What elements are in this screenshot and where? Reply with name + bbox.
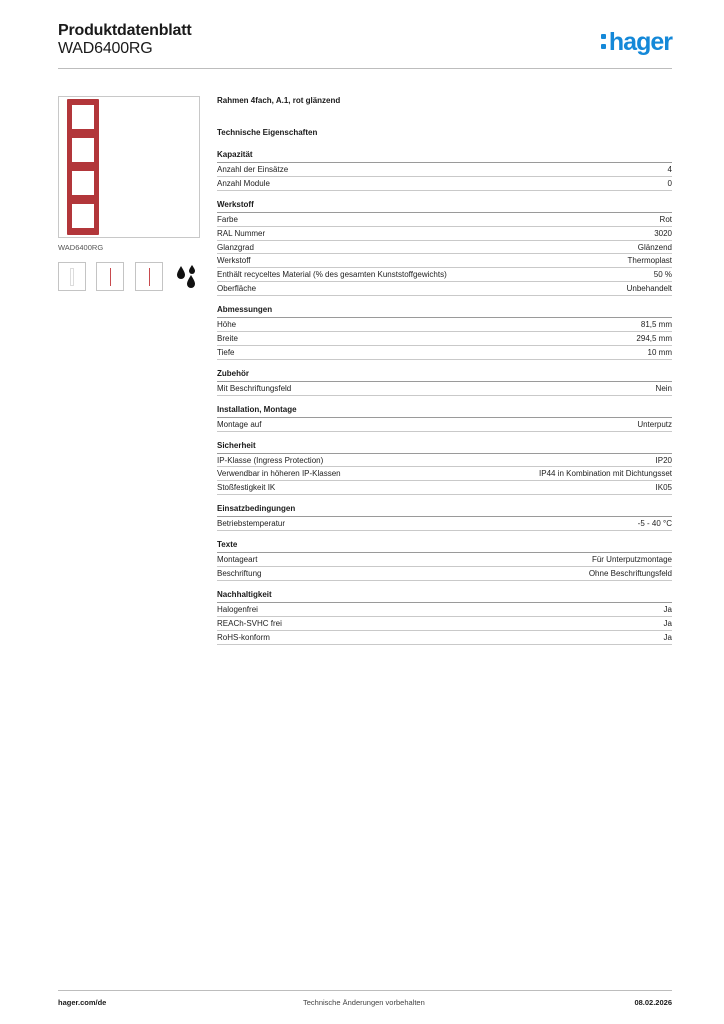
spec-row <box>217 241 672 255</box>
spec-label: Enthält recyceltes Material (% des gesamten Kunststoffgewichts) <box>217 270 447 280</box>
spec-label: Glanzgrad <box>217 242 254 252</box>
spec-value: IK05 <box>655 483 672 493</box>
spec-label: Mit Beschriftungsfeld <box>217 383 292 393</box>
spec-row <box>217 517 672 531</box>
spec-value: -5 - 40 °C <box>637 519 672 529</box>
product-image <box>58 96 200 238</box>
spec-value: 50 % <box>653 270 672 280</box>
section-title: Nachhaltigkeit <box>217 590 672 603</box>
spec-row <box>217 382 672 396</box>
footer-notice: Technische Änderungen vorbehalten <box>303 998 425 1007</box>
spec-label: Breite <box>217 334 238 344</box>
spec-content <box>217 96 672 654</box>
section-title: Kapazität <box>217 150 672 163</box>
spec-value: Ja <box>663 604 672 614</box>
water-drops-icon[interactable] <box>173 262 201 291</box>
spec-value: Unbehandelt <box>626 284 672 294</box>
hager-logo <box>601 28 672 56</box>
spec-row <box>217 454 672 468</box>
spec-section <box>217 441 672 496</box>
spec-value: Unterputz <box>637 419 672 429</box>
spec-row <box>217 254 672 268</box>
spec-row <box>217 603 672 617</box>
spec-label: RAL Nummer <box>217 228 266 238</box>
thumbnail-3[interactable] <box>135 262 163 291</box>
spec-row <box>217 553 672 567</box>
spec-section <box>217 590 672 645</box>
spec-row <box>217 418 672 432</box>
spec-label: Anzahl der Einsätze <box>217 165 289 174</box>
spec-value: Ja <box>663 632 672 642</box>
thumbnail-2[interactable] <box>96 262 124 291</box>
spec-label: Oberfläche <box>217 284 257 294</box>
thumbnail-1[interactable] <box>58 262 86 291</box>
spec-section <box>217 305 672 360</box>
image-caption: WAD6400RG <box>58 243 104 252</box>
section-title: Werkstoff <box>217 200 672 213</box>
section-title: Sicherheit <box>217 441 672 454</box>
spec-row <box>217 332 672 346</box>
spec-row <box>217 213 672 227</box>
spec-row <box>217 481 672 495</box>
spec-label: Höhe <box>217 320 237 330</box>
spec-section <box>217 540 672 581</box>
spec-value: Glänzend <box>637 242 672 252</box>
logo-text: hager <box>608 28 672 56</box>
spec-row <box>217 617 672 631</box>
section-title: Einsatzbedingungen <box>217 504 672 517</box>
spec-row <box>217 163 672 177</box>
spec-row <box>217 227 672 241</box>
spec-value: 10 mm <box>647 347 672 357</box>
spec-label: Betriebstemperatur <box>217 519 286 529</box>
spec-section <box>217 369 672 396</box>
footer-date: 08.02.2026 <box>634 998 672 1007</box>
footer-website[interactable]: hager.com/de <box>58 998 107 1007</box>
spec-label: Tiefe <box>217 347 235 357</box>
spec-row <box>217 268 672 282</box>
spec-label: Montage auf <box>217 419 262 429</box>
spec-value: Für Unterputzmontage <box>591 555 672 565</box>
spec-label: REACh-SVHC frei <box>217 618 282 628</box>
spec-value: Thermoplast <box>627 256 672 266</box>
spec-row <box>217 177 672 191</box>
document-title: Produktdatenblatt <box>58 22 192 39</box>
spec-section <box>217 200 672 296</box>
spec-label: IP-Klasse (Ingress Protection) <box>217 455 324 465</box>
section-title: Installation, Montage <box>217 405 672 418</box>
spec-value: IP20 <box>655 455 672 465</box>
spec-sections <box>217 150 672 645</box>
spec-value: 4 <box>667 165 672 174</box>
tech-heading: Technische Eigenschaften <box>217 128 318 137</box>
spec-section <box>217 150 672 191</box>
spec-label: Halogenfrei <box>217 604 258 614</box>
spec-label: Farbe <box>217 214 238 224</box>
spec-value: Nein <box>655 383 672 393</box>
section-title: Zubehör <box>217 369 672 382</box>
spec-label: Montageart <box>217 555 258 565</box>
document-subtitle: WAD6400RG <box>58 40 153 57</box>
product-name: Rahmen 4fach, A.1, rot glänzend <box>217 96 341 105</box>
spec-value: Ohne Beschriftungsfeld <box>588 569 672 579</box>
spec-label: Verwendbar in höheren IP-Klassen <box>217 469 341 479</box>
spec-value: Rot <box>659 214 672 224</box>
spec-value: 81,5 mm <box>640 320 672 330</box>
spec-row <box>217 346 672 360</box>
header-divider <box>58 68 672 69</box>
spec-row <box>217 282 672 296</box>
spec-value: IP44 in Kombination mit Dichtungsset <box>539 469 672 479</box>
spec-row <box>217 567 672 581</box>
spec-row <box>217 631 672 645</box>
spec-row <box>217 467 672 481</box>
frame-image <box>67 99 99 235</box>
spec-label: Beschriftung <box>217 569 262 579</box>
spec-label: Anzahl Module <box>217 178 270 188</box>
section-title: Texte <box>217 540 672 553</box>
spec-value: 3020 <box>654 228 672 238</box>
spec-row <box>217 318 672 332</box>
spec-label: Werkstoff <box>217 256 251 266</box>
spec-value: 294,5 mm <box>636 334 672 344</box>
footer-divider <box>58 990 672 991</box>
spec-label: RoHS-konform <box>217 632 270 642</box>
spec-label: Stoßfestigkeit IK <box>217 483 276 493</box>
spec-section <box>217 504 672 531</box>
logo-colon-icon <box>601 34 606 49</box>
spec-value: 0 <box>667 178 672 188</box>
spec-section <box>217 405 672 432</box>
section-title: Abmessungen <box>217 305 672 318</box>
spec-value: Ja <box>663 618 672 628</box>
page-header <box>58 22 672 70</box>
